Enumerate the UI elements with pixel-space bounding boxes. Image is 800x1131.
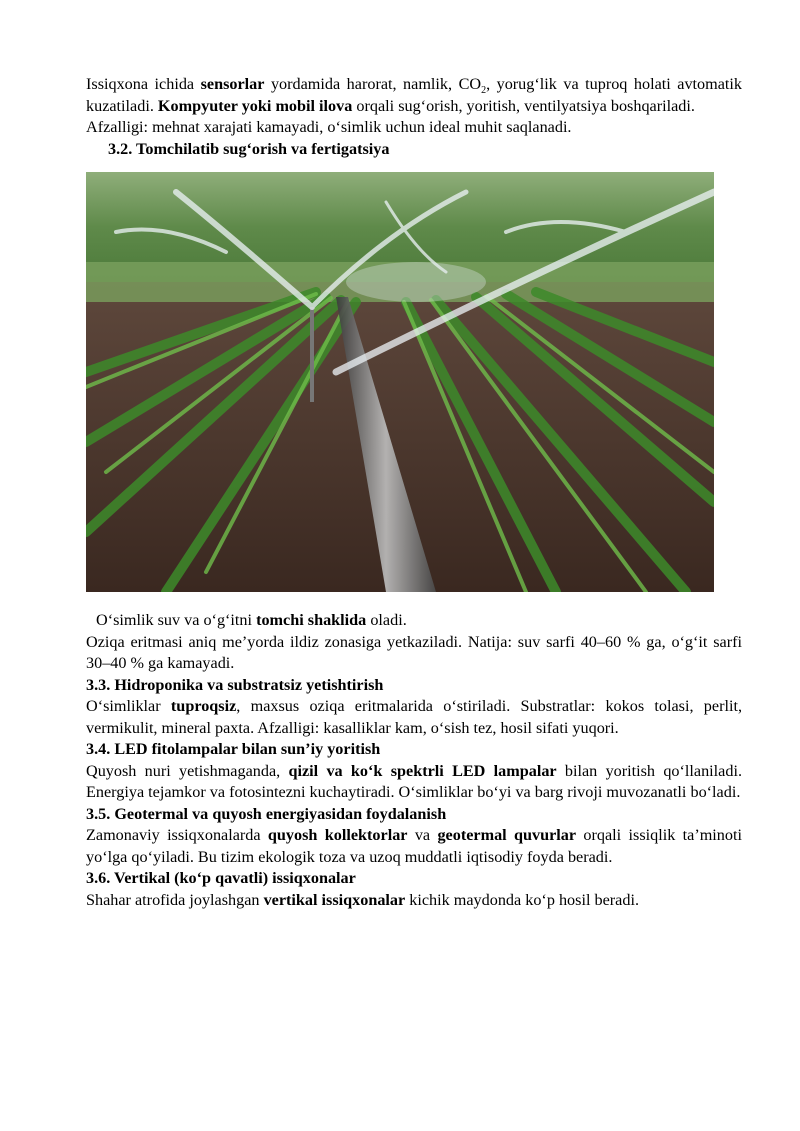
paragraph-vertical xyxy=(86,890,742,912)
bold-term: tuproqsiz xyxy=(170,697,237,715)
document-page xyxy=(86,74,742,911)
text: va xyxy=(407,826,438,844)
subscript: 2 xyxy=(481,85,487,97)
text: bilan yoritish qo‘llaniladi. Energiya tejamkor va fotosintezni kuchaytiradi. O‘simliklar bo‘yi va barg rivoji muvozanatli bo‘ladi. xyxy=(86,761,742,801)
section-heading-3-3: 3.3. Hidroponika va substratsiz yetishtirish xyxy=(86,675,384,694)
text: oladi. xyxy=(366,611,407,629)
text: O‘simliklar xyxy=(86,697,171,715)
bold-term: quyosh kollektorlar xyxy=(267,826,408,844)
bold-term: vertikal issiqxonalar xyxy=(263,890,406,909)
bold-term: sensorlar xyxy=(200,75,265,93)
section-heading-3-5: 3.5. Geotermal va quyosh energiyasidan foydalanish xyxy=(86,804,447,823)
bold-term: qizil va ko‘k spektrli LED lampalar xyxy=(288,761,557,780)
section-heading-3-6: 3.6. Vertikal (ko‘p qavatli) issiqxonalar xyxy=(86,869,356,887)
paragraph-drip xyxy=(86,610,742,632)
text: yordamida harorat, namlik, CO xyxy=(264,75,482,93)
paragraph-sensors xyxy=(86,74,742,117)
text: orqali issiqlik ta’minoti yo‘lga qo‘yiladi. Bu tizim ekologik toza va uzoq muddatli iqtisodiy foyda beradi. xyxy=(86,826,742,866)
text: Quyosh nuri yetishmaganda, xyxy=(86,761,289,780)
text: Issiqxona ichida xyxy=(86,75,201,93)
bold-term: tomchi shaklida xyxy=(256,611,367,629)
bold-term: geotermal quvurlar xyxy=(437,826,577,844)
paragraph-hydroponics xyxy=(86,696,742,739)
text: Zamonaviy issiqxonalarda xyxy=(86,826,268,844)
text: O‘simlik suv va o‘g‘itni xyxy=(96,611,257,629)
paragraph-geothermal xyxy=(86,825,742,868)
text: orqali sug‘orish, yoritish, ventilyatsiya boshqariladi. xyxy=(352,96,695,115)
text: , yorug‘lik va tuproq holati avtomatik kuzatiladi. xyxy=(86,75,742,115)
section-heading-3-2: 3.2. Tomchilatib sug‘orish va fertigatsiya xyxy=(108,139,390,158)
paragraph-nutrient: Oziqa eritmasi aniq me’yorda ildiz zonasiga yetkaziladi. Natija: suv sarfi 40–60 % ga, o‘g‘it sarfi 30–40 % ga kamayadi. xyxy=(86,632,742,672)
paragraph-led xyxy=(86,761,742,804)
section-heading-3-4: 3.4. LED fitolampalar bilan sun’iy yoritish xyxy=(86,740,381,758)
text: , maxsus oziqa eritmalarida o‘stiriladi. Substratlar: kokos tolasi, perlit, vermikulit, mineral paxta. Afzalligi: kasalliklar kam, o‘sish tez, hosil sifati yuqori. xyxy=(86,697,742,737)
paragraph-advantage: Afzalligi: mehnat xarajati kamayadi, o‘simlik uchun ideal muhit saqlanadi. xyxy=(86,118,572,136)
text: Shahar atrofida joylashgan xyxy=(86,890,264,909)
text: kichik maydonda ko‘p hosil beradi. xyxy=(405,890,639,909)
drip-irrigation-photo xyxy=(86,172,714,592)
bold-term: Kompyuter yoki mobil ilova xyxy=(157,96,353,115)
